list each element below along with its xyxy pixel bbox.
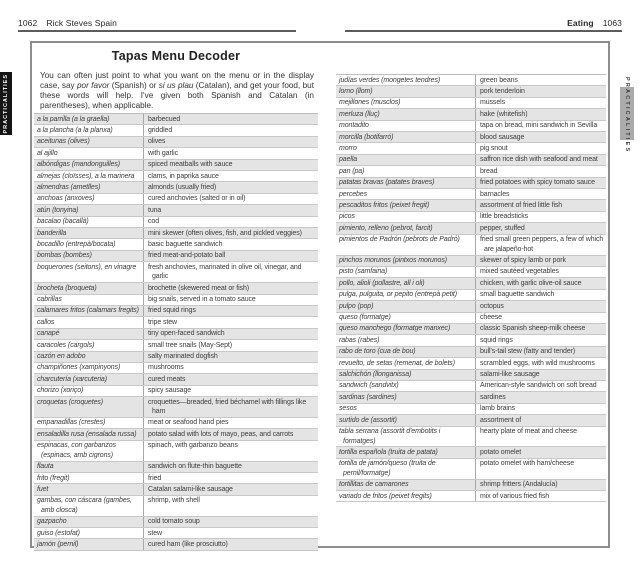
term-cell: almejas (cloïsses), a la marinera xyxy=(37,172,135,180)
definition-cell: barbecued xyxy=(143,114,318,124)
definition-cell: tapa on bread, mini sandwich in Sevilla xyxy=(475,121,606,131)
tapas-table-left xyxy=(34,113,318,551)
table-row xyxy=(336,427,606,448)
definition-cell: pork tenderloin xyxy=(475,86,606,96)
term-cell: boquerones (seitons), en vinagre xyxy=(37,263,137,271)
term-cell: percebes xyxy=(339,190,367,198)
definition-cell: basic baguette sandwich xyxy=(143,239,318,249)
term-cell: pan (pa) xyxy=(339,167,365,175)
definition-cell: fresh anchovies, marinated in olive oil, vinegar, and garlic xyxy=(143,262,318,282)
table-row xyxy=(336,415,606,426)
term-cell: albóndigas (mandonguilles) xyxy=(37,161,121,169)
table-row xyxy=(34,194,318,205)
table-row xyxy=(34,397,318,418)
term-cell: queso (formatge) xyxy=(339,314,391,322)
definition-cell: chicken, with garlic olive-oil sauce xyxy=(475,278,606,288)
definition-cell: potato omelet with ham/cheese xyxy=(475,459,606,479)
term-cell: paella xyxy=(339,156,358,164)
table-row xyxy=(34,528,318,539)
term-cell: queso manchego (formatge manxec) xyxy=(339,325,451,333)
definition-cell: big snails, served in a tomato sauce xyxy=(143,295,318,305)
intro-text-segment: (Spanish) or xyxy=(109,80,159,90)
term-cell: judías verdes (mongetes tendres) xyxy=(339,76,441,84)
term-cell: gambas, con cáscara (gambes, amb closca) xyxy=(37,497,132,514)
table-row xyxy=(336,447,606,458)
table-row xyxy=(336,290,606,301)
term-cell: bocadillo (entrepà/bocata) xyxy=(37,240,116,248)
side-tab-practicalities-left xyxy=(0,72,12,135)
table-row xyxy=(336,313,606,324)
definition-cell: saffron rice dish with seafood and meat xyxy=(475,155,606,165)
term-cell: salchichón (llonganissa) xyxy=(339,371,412,379)
table-row xyxy=(34,171,318,182)
side-tab-label-right: PRACTICALITIES xyxy=(624,76,630,154)
definition-cell: fried squid rings xyxy=(143,306,318,316)
term-cell: aceitunas (olives) xyxy=(37,138,90,146)
definition-cell: meat or seafood hand pies xyxy=(143,418,318,428)
definition-cell: croquettes—breaded, fried béchamel with fillings like ham xyxy=(143,397,318,417)
table-row xyxy=(336,324,606,335)
header-rule-right xyxy=(345,30,622,32)
table-row xyxy=(34,539,318,550)
table-row xyxy=(34,295,318,306)
definition-cell: salty marinated dogfish xyxy=(143,352,318,362)
term-cell: lomo (llom) xyxy=(339,87,373,95)
table-row xyxy=(336,143,606,154)
definition-cell: mixed sautéed vegetables xyxy=(475,267,606,277)
definition-cell: assortment of xyxy=(475,415,606,425)
term-cell: cabrillas xyxy=(37,296,62,303)
table-row xyxy=(34,418,318,429)
intro-text-segment: You can often just point to what you want on the menu or in the display case, say xyxy=(40,71,314,90)
definition-cell: tiny open-faced sandwich xyxy=(143,329,318,339)
table-row xyxy=(336,75,606,86)
definition-cell: blood sausage xyxy=(475,132,606,142)
term-cell: a la plancha (a la planxa) xyxy=(37,126,113,134)
definition-cell: shrimp, with shell xyxy=(143,496,318,516)
definition-cell: small tree snails (May-Sept) xyxy=(143,340,318,350)
table-row xyxy=(336,121,606,132)
term-cell: croquetas (croquetes) xyxy=(37,398,103,406)
definition-cell: barnacles xyxy=(475,189,606,199)
table-row xyxy=(336,200,606,211)
table-row xyxy=(336,189,606,200)
term-cell: pimientos de Padrón (pebrots de Padró) xyxy=(339,236,460,244)
definition-cell: tuna xyxy=(143,205,318,215)
table-row xyxy=(34,352,318,363)
intro-text-segment: si us plau xyxy=(158,80,194,90)
table-row xyxy=(336,86,606,97)
running-head-title-right: Eating xyxy=(567,18,594,28)
decoder-intro xyxy=(40,71,314,111)
term-cell: mejillones (musclos) xyxy=(339,99,401,107)
term-cell: pescaditos fritos (peixet fregit) xyxy=(339,201,430,209)
table-row xyxy=(34,217,318,228)
table-row xyxy=(336,278,606,289)
term-cell: pulga, pulguita, or pepito (entrepà petit) xyxy=(339,291,457,299)
term-cell: sandwich (sandvitx) xyxy=(339,382,399,390)
term-cell: a la parrilla (a la graella) xyxy=(37,115,110,123)
term-cell: bacalao (bacallà) xyxy=(37,218,89,226)
table-row xyxy=(34,283,318,294)
table-row xyxy=(336,166,606,177)
definition-cell: stew xyxy=(143,528,318,538)
definition-cell: spicy sausage xyxy=(143,386,318,396)
table-row xyxy=(34,262,318,283)
term-cell: montadito xyxy=(339,122,369,130)
term-cell: canapé xyxy=(37,330,60,338)
table-row xyxy=(34,306,318,317)
term-cell: atún (tonyina) xyxy=(37,206,79,214)
term-cell: morro xyxy=(339,144,357,152)
definition-cell: potato salad with lots of mayo, peas, and carrots xyxy=(143,429,318,439)
table-row xyxy=(336,109,606,120)
term-cell: tortillitas de camarones xyxy=(339,481,409,489)
table-row xyxy=(34,329,318,340)
definition-cell: scrambled eggs, with wild mushrooms xyxy=(475,358,606,368)
definition-cell: American-style sandwich on soft bread xyxy=(475,381,606,391)
term-cell: pinchos morunos (pintxos morunos) xyxy=(339,257,447,264)
definition-cell: mussels xyxy=(475,98,606,108)
definition-cell: cured anchovies (salted or in oil) xyxy=(143,194,318,204)
definition-cell: bread xyxy=(475,166,606,176)
term-cell: empanadillas (crestes) xyxy=(37,419,106,427)
definition-cell: spinach, with garbanzo beans xyxy=(143,441,318,461)
table-row xyxy=(34,205,318,216)
definition-cell: clams, in paprika sauce xyxy=(143,171,318,181)
term-cell: tortilla de jamón/queso (truita de pernil/formatge) xyxy=(339,460,436,477)
table-row xyxy=(336,267,606,278)
term-cell: surtido de (assortit) xyxy=(339,416,397,424)
term-cell: calamares fritos (calamars fregits) xyxy=(37,307,139,315)
table-row xyxy=(336,480,606,491)
table-row xyxy=(336,381,606,392)
table-row xyxy=(336,370,606,381)
table-row xyxy=(336,98,606,109)
definition-cell: shrimp fritters (Andalucía) xyxy=(475,480,606,490)
table-row xyxy=(336,132,606,143)
definition-cell: hearty plate of meat and cheese xyxy=(475,427,606,447)
table-row xyxy=(34,496,318,517)
table-row xyxy=(34,317,318,328)
term-cell: pimiento, relleno (pebrot, farcit) xyxy=(339,224,433,232)
term-cell: champiñones (xampinyons) xyxy=(37,364,121,372)
side-tab-label-right-wrap xyxy=(620,60,634,170)
table-row xyxy=(34,114,318,125)
definition-cell: salami-like sausage xyxy=(475,370,606,380)
definition-cell: pepper, stuffed xyxy=(475,223,606,233)
table-row xyxy=(336,178,606,189)
term-cell: morcilla (botifarró) xyxy=(339,133,394,141)
term-cell: frito (fregit) xyxy=(37,474,70,482)
header-rule-left xyxy=(18,30,296,32)
table-row xyxy=(34,182,318,193)
table-row xyxy=(336,347,606,358)
term-cell: sesos xyxy=(339,405,357,413)
term-cell: caracoles (cargols) xyxy=(37,341,95,349)
definition-cell: brochette (skewered meat or fish) xyxy=(143,283,318,293)
definition-cell: classic Spanish sheep-milk cheese xyxy=(475,324,606,334)
term-cell: cazón en adobo xyxy=(37,353,86,361)
tapas-table-right xyxy=(336,74,606,502)
decoder-title: Tapas Menu Decoder xyxy=(111,49,241,63)
term-cell: pisto (samfaina) xyxy=(339,268,388,276)
table-row xyxy=(336,212,606,223)
definition-cell: mini skewer (often olives, fish, and pickled veggies) xyxy=(143,228,318,238)
term-cell: chorizo (xoriço) xyxy=(37,387,84,395)
term-cell: gazpacho xyxy=(37,518,67,526)
term-cell: jamón (pernil) xyxy=(37,540,79,548)
definition-cell: sardines xyxy=(475,392,606,402)
term-cell: bombas (bombes) xyxy=(37,252,92,260)
table-row xyxy=(34,239,318,250)
table-row xyxy=(34,429,318,440)
term-cell: banderilla xyxy=(37,229,67,237)
table-row xyxy=(34,374,318,385)
definition-cell: fried meat-and-potato ball xyxy=(143,251,318,261)
term-cell: patatas bravas (patates braves) xyxy=(339,179,435,187)
term-cell: rabas (rabes) xyxy=(339,336,380,344)
term-cell: revuelto, de setas (remenat, de bolets) xyxy=(339,359,455,367)
table-row xyxy=(336,404,606,415)
term-cell: brocheta (broqueta) xyxy=(37,284,97,292)
table-row xyxy=(336,223,606,234)
definition-cell: fried xyxy=(143,473,318,483)
table-row xyxy=(34,228,318,239)
term-cell: espinacas, con garbanzos (espinacs, amb cigrons) xyxy=(37,442,116,459)
table-row xyxy=(34,125,318,136)
term-cell: tortilla española (truita de patata) xyxy=(339,448,438,456)
definition-cell: sandwich on flute-thin baguette xyxy=(143,462,318,472)
term-cell: ensaladilla rusa (ensalada russa) xyxy=(37,430,137,438)
definition-cell: green beans xyxy=(475,75,606,85)
running-head-title-left: Rick Steves Spain xyxy=(46,18,117,28)
definition-cell: assortment of fried little fish xyxy=(475,200,606,210)
table-row xyxy=(336,392,606,403)
term-cell: picos xyxy=(339,213,355,221)
term-cell: anchoas (anxoves) xyxy=(37,195,95,203)
term-cell: variado de fritos (peixet fregits) xyxy=(339,492,432,500)
term-cell: rabo de toro (cua de bou) xyxy=(339,348,416,356)
table-row xyxy=(336,301,606,312)
table-row xyxy=(34,517,318,528)
definition-cell: olives xyxy=(143,137,318,147)
term-cell: guiso (estofat) xyxy=(37,529,80,537)
intro-text-segment: (Catalan), and get your food, but these words will help. I've given both Spanish and Catalan (in parentheses), when applicable. xyxy=(40,80,314,110)
term-cell: pollo, alioli (pollastre, all i oli) xyxy=(339,279,425,287)
definition-cell: cheese xyxy=(475,313,606,323)
term-cell: merluza (lluç) xyxy=(339,110,380,118)
definition-cell: octopus xyxy=(475,301,606,311)
definition-cell: skewer of spicy lamb or pork xyxy=(475,256,606,266)
definition-cell: cold tomato soup xyxy=(143,517,318,527)
term-cell: flauta xyxy=(37,463,54,471)
definition-cell: tripe stew xyxy=(143,317,318,327)
definition-cell: lamb brains xyxy=(475,404,606,414)
definition-cell: hake (whitefish) xyxy=(475,109,606,119)
definition-cell: squid rings xyxy=(475,335,606,345)
table-row xyxy=(336,491,606,502)
term-cell: al ajillo xyxy=(37,149,58,157)
definition-cell: fried potatoes with spicy tomato sauce xyxy=(475,178,606,188)
term-cell: pulpo (pop) xyxy=(339,302,374,310)
term-cell: charcutería (xarcuteria) xyxy=(37,375,107,383)
definition-cell: spiced meatballs with sauce xyxy=(143,160,318,170)
term-cell: callos xyxy=(37,318,55,326)
table-row xyxy=(336,358,606,369)
definition-cell: griddled xyxy=(143,125,318,135)
term-cell: almendras (ametlles) xyxy=(37,183,101,191)
definition-cell: cod xyxy=(143,217,318,227)
definition-cell: mix of various fried fish xyxy=(475,491,606,501)
table-row xyxy=(336,155,606,166)
table-row xyxy=(336,235,606,256)
definition-cell: almonds (usually fried) xyxy=(143,182,318,192)
term-cell: sardinas (sardines) xyxy=(339,393,397,401)
running-header-right xyxy=(567,18,622,28)
table-row xyxy=(336,335,606,346)
table-row xyxy=(34,462,318,473)
table-row xyxy=(34,340,318,351)
definition-cell: with garlic xyxy=(143,148,318,158)
table-row xyxy=(336,256,606,267)
tapas-decoder-box xyxy=(30,41,610,548)
definition-cell: mushrooms xyxy=(143,363,318,373)
definition-cell: bull's-tail stew (fatty and tender) xyxy=(475,347,606,357)
definition-cell: cured meats xyxy=(143,374,318,384)
page-number-right: 1063 xyxy=(602,18,622,28)
table-row xyxy=(34,441,318,462)
definition-cell: potato omelet xyxy=(475,447,606,457)
page-number-left: 1062 xyxy=(18,18,38,28)
definition-cell: fried small green peppers, a few of which are jalapeño-hot xyxy=(475,235,606,255)
table-row xyxy=(336,459,606,480)
table-row xyxy=(34,473,318,484)
definition-cell: Catalan salami-like sausage xyxy=(143,484,318,494)
term-cell: fuet xyxy=(37,485,49,493)
definition-cell: little breadsticks xyxy=(475,212,606,222)
table-row xyxy=(34,148,318,159)
definition-cell: pig snout xyxy=(475,143,606,153)
running-header-left xyxy=(18,18,117,28)
table-row xyxy=(34,363,318,374)
table-row xyxy=(34,137,318,148)
table-row xyxy=(34,251,318,262)
definition-cell: cured ham (like prosciutto) xyxy=(143,539,318,549)
term-cell: tabla serrana (assortit d'embotits i formatges) xyxy=(339,428,441,445)
definition-cell: small baguette sandwich xyxy=(475,290,606,300)
intro-text-segment: por favor xyxy=(77,80,110,90)
table-row xyxy=(34,386,318,397)
table-row xyxy=(34,160,318,171)
table-row xyxy=(34,484,318,495)
side-tab-label-left: PRACTICALITIES xyxy=(3,73,9,134)
